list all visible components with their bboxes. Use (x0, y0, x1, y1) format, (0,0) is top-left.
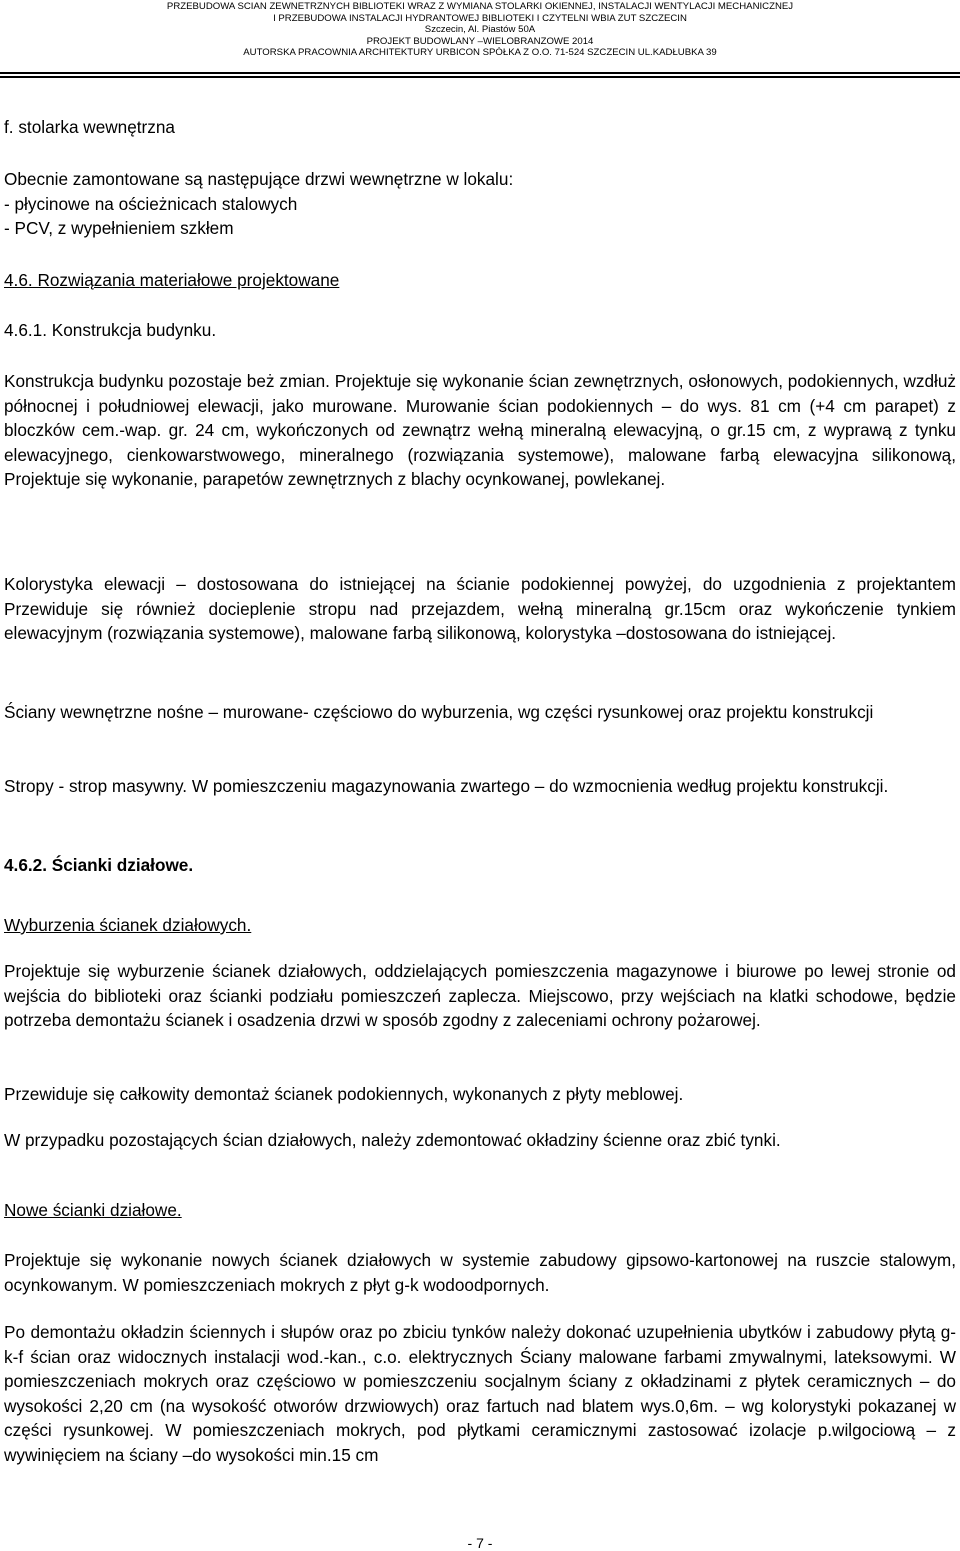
heading-wyburzenia (4, 913, 956, 938)
paragraph-sciany: Ściany wewnętrzne nośne – murowane- częściowo do wyburzenia, wg części rysunkowej oraz projektu konstrukcji (4, 702, 874, 722)
paragraph-demontaz: Przewiduje się całkowity demontaż ścianek podokiennych, wykonanych z płyty meblowej. (4, 1084, 684, 1104)
header-line-office: AUTORSKA PRACOWNIA ARCHITEKTURY URBICON SPÓŁKA Z O.O. 71-524 SZCZECIN UL.KADŁUBKA 39 (243, 47, 717, 59)
heading-4-6 (4, 268, 956, 293)
paragraph-stropy: Stropy - strop masywny. W pomieszczeniu magazynowania zwartego – do wzmocnienia według projektu konstrukcji. (4, 776, 889, 796)
paragraph-final: Po demontażu okładzin ściennych i słupów oraz po zbiciu tynków należy dokonać uzupełnienia ubytków i zabudowy płytą g-k-f ścian oraz widocznych instalacji wod.-kan., c.o. elektrycznych Ściany malowane farbami zmywalnymi, lateksowymi. W pomieszczeniach mokrych oraz częściowo w pomieszczeniu socjalnym ściany z okładzinami z płytek ceramicznych – do wysokości 2,20 cm (na wysokość otworów drzwiowych) oraz fartuch nad blatem wys.0,6m. – wg kolorystyki pokazanej w części rysunkowej. W pomieszczeniach mokrych, pod płytkami ceramicznymi zastosować izolacje p.wilgociową – z wywinięciem na ściany –do wysokości min.15 cm (4, 1322, 956, 1465)
header-line-project: PROJEKT BUDOWLANY –WIELOBRANZOWE 2014 (366, 35, 594, 47)
document-header (0, 0, 960, 76)
heading-4-6-text: 4.6. Rozwiązania materiałowe projektowane (4, 270, 340, 290)
heading-wyburzenia-text: Wyburzenia ścianek działowych. (4, 915, 252, 935)
heading-4-6-2: 4.6.2. Ścianki działowe. (4, 855, 194, 875)
header-line-subtitle: I PRZEBUDOWA INSTALACJI HYDRANTOWEJ BIBLIOTEKI I CZYTELNI WBIA ZUT SZCZECIN (273, 12, 687, 24)
stolarka-text: Obecnie zamontowane są następujące drzwi wewnętrzne w lokalu: - płycinowe na ościeżnicach stalowych - PCV, z wypełnieniem szkłem (4, 169, 514, 239)
heading-nowe-text: Nowe ścianki działowe. (4, 1200, 182, 1220)
heading-4-6-1: 4.6.1. Konstrukcja budynku. (4, 320, 217, 340)
section-title-stolarka: f. stolarka wewnętrzna (4, 117, 175, 137)
page-number: - 7 - (467, 1535, 493, 1551)
header-rule-bottom (0, 76, 960, 78)
paragraph-konstrukcja: Konstrukcja budynku pozostaje beż zmian. Projektuje się wykonanie ścian zewnętrznych, osłonowych, podokiennych, wzdłuż północnej i południowej elewacji, jako murowane. Murowanie ścian podokiennych – do wys. 81 cm (+4 cm parapet) z bloczków cem.-wap. gr. 24 cm, wykończonych od zewnątrz wełną mineralną elewacyjną, o gr.15 cm, z wyprawą z tynku elewacyjnego, cienkowarstwowego, mineralnego (rozwiązania systemowe), malowane farbą elewacyjna silikonową, Projektuje się wykonanie, parapetów zewnętrznych z blachy ocynkowanej, powlekanej. (4, 371, 956, 490)
heading-nowe (4, 1198, 956, 1223)
paragraph-nowe: Projektuje się wykonanie nowych ścianek działowych w systemie zabudowy gipsowo-kartonowej na ruszcie stalowym, ocynkowanym. W pomieszczeniach mokrych z płyt g-k wodoodpornych. (4, 1250, 956, 1295)
header-line-address: Szczecin, Al. Piastów 50A (424, 24, 536, 36)
paragraph-wyburzenie: Projektuje się wyburzenie ścianek działowych, oddzielających pomieszczenia magazynowe i biurowe po lewej stronie od wejścia do biblioteki oraz ścianki podziału pomieszczeń zaplecza. Miejscowo, przy wejściach na klatki schodowe, będzie potrzeba demontażu ścianek i osadzenia drzwi w sposób zgodny z zaleceniami ochrony pożarowej. (4, 961, 956, 1031)
paragraph-pozostale: W przypadku pozostających ścian działowych, należy zdemontować okładziny ścienne oraz zbić tynki. (4, 1130, 781, 1150)
paragraph-kolorystyka: Kolorystyka elewacji – dostosowana do istniejącej na ścianie podokiennej powyżej, do uzgodnienia z projektantem Przewiduje się również docieplenie stropu nad przejazdem, wełną mineralną gr.15cm oraz wykończenie tynkiem elewacyjnym (rozwiązania systemowe), malowane farbą silikonową, kolorystyka –dostosowana do istniejącej. (4, 574, 956, 644)
header-rule-top (0, 72, 960, 74)
header-line-title: PRZEBUDOWA SCIAN ZEWNETRZNYCH BIBLIOTEKI WRAZ Z WYMIANA STOLARKI OKIENNEJ, INSTALACJI WENTYLACJI MECHANICZNEJ (166, 1, 794, 12)
